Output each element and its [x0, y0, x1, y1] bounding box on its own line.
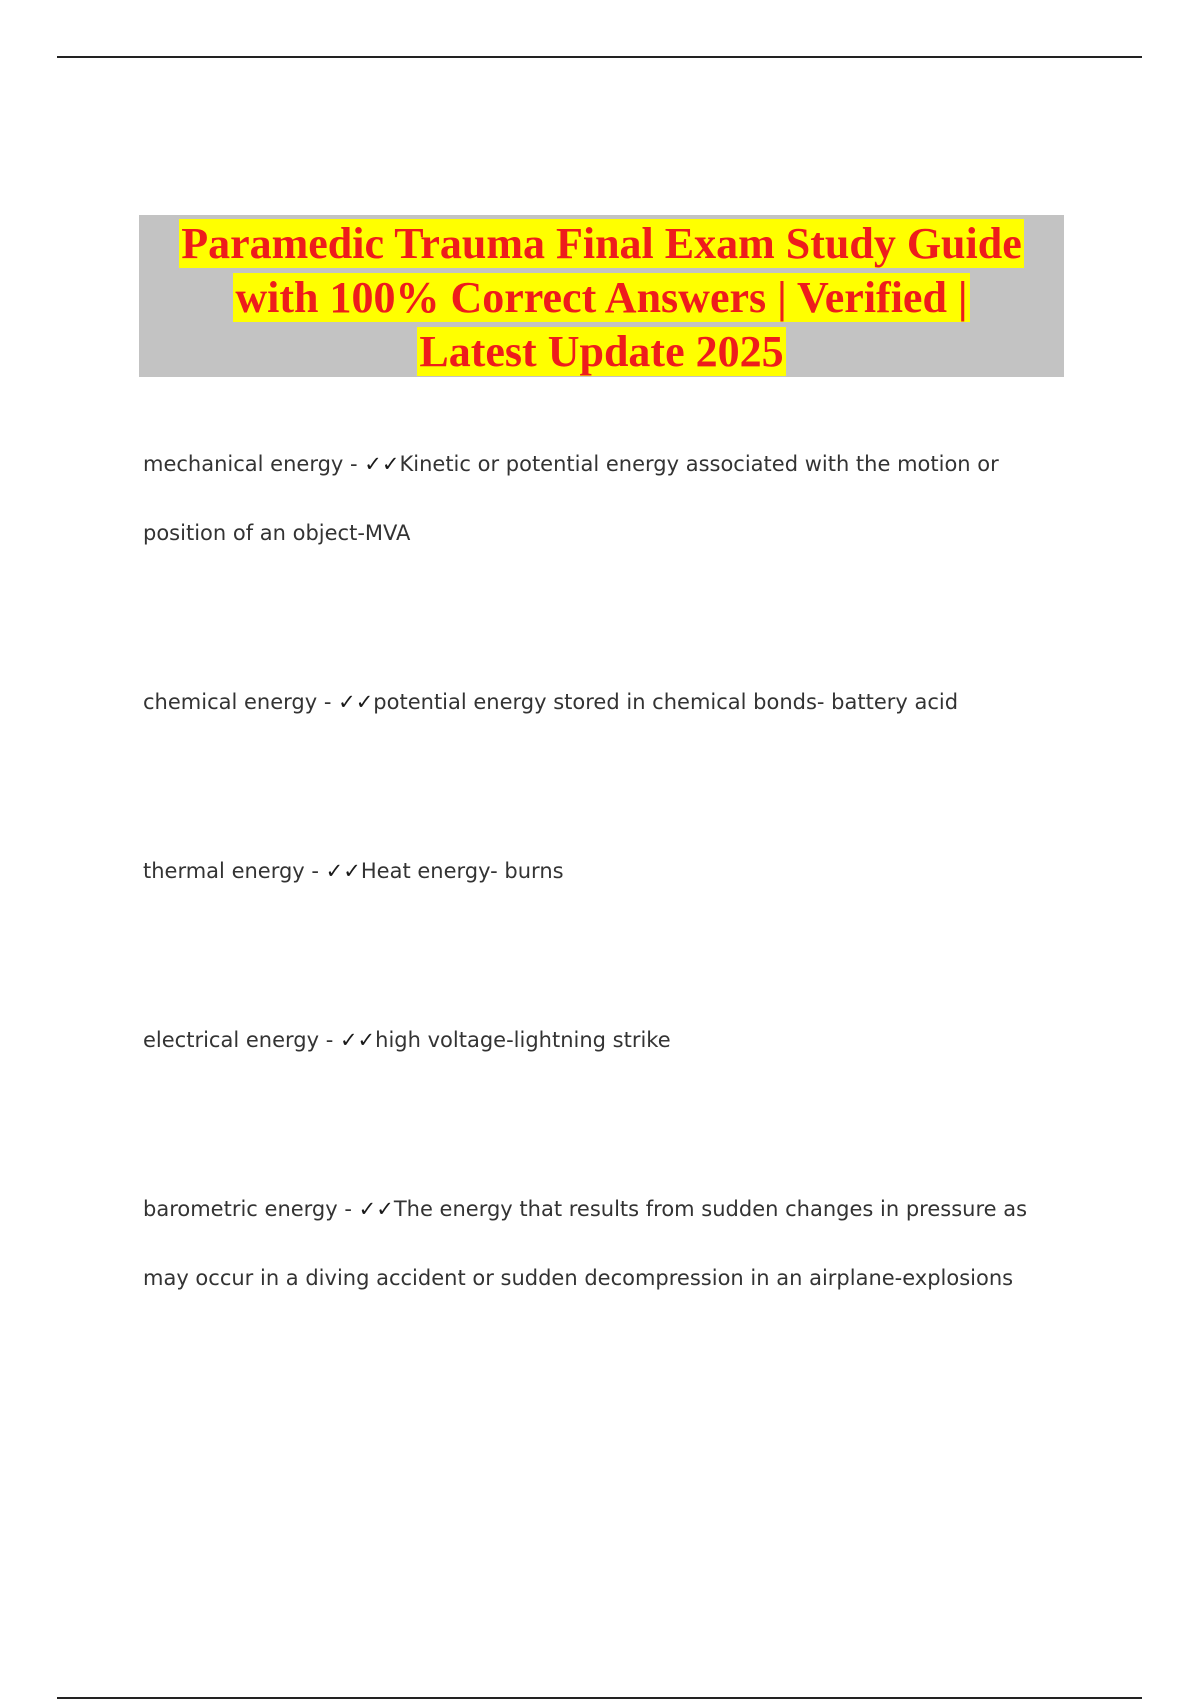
entry-definition: Heat energy- burns [360, 859, 564, 883]
entry-term: thermal energy - [143, 859, 326, 883]
double-check-icon: ✓✓ [339, 1028, 376, 1052]
footer-rule [57, 1697, 1142, 1699]
title-line-2: with 100% Correct Answers | Verified | [235, 273, 968, 322]
entry-definition: high voltage-lightning strike [375, 1028, 671, 1052]
entry-definition: Kinetic or potential energy associated with the motion or position of an object-MVA [143, 452, 999, 545]
double-check-icon: ✓✓ [338, 690, 374, 714]
document-title [139, 215, 1064, 379]
double-check-icon: ✓✓ [358, 1197, 394, 1221]
flashcard-entry [143, 430, 1063, 568]
entry-term: electrical energy - [143, 1028, 340, 1052]
double-check-icon: ✓✓ [364, 452, 400, 476]
title-line-3: Latest Update 2025 [419, 327, 784, 376]
flashcard-entry [143, 837, 1063, 906]
flashcard-list [143, 430, 1063, 1313]
entry-term: barometric energy - [143, 1197, 359, 1221]
entry-definition: potential energy stored in chemical bonds- battery acid [373, 690, 959, 714]
title-line-1: Paramedic Trauma Final Exam Study Guide [181, 219, 1022, 268]
flashcard-entry [143, 1175, 1063, 1313]
double-check-icon: ✓✓ [325, 859, 361, 883]
entry-term: chemical energy - [143, 690, 339, 714]
flashcard-entry [143, 668, 1063, 737]
header-rule [57, 56, 1142, 58]
entry-term: mechanical energy - [143, 452, 365, 476]
entry-definition: The energy that results from sudden changes in pressure as may occur in a diving accident or sudden decompression in an airplane-explosions [143, 1197, 1028, 1290]
flashcard-entry [143, 1006, 1063, 1075]
title-banner [139, 215, 1064, 377]
